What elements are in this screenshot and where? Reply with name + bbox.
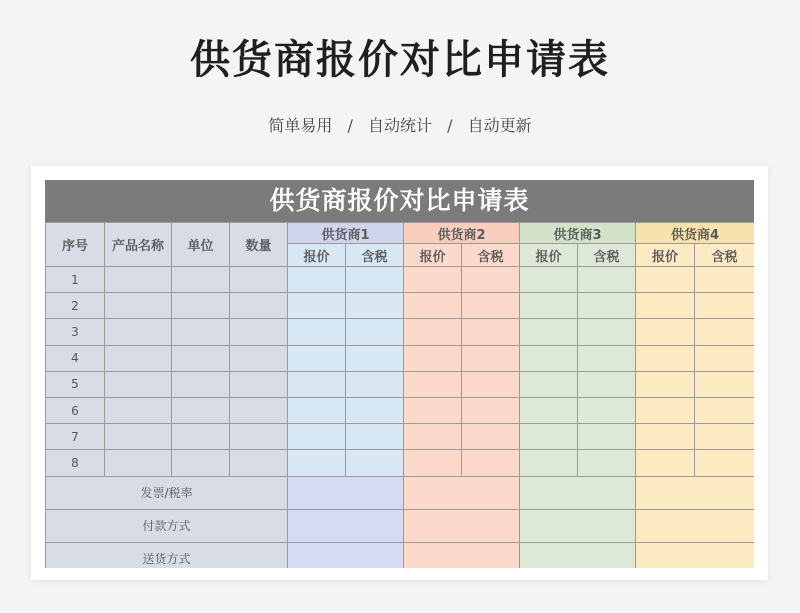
cell[interactable]: [695, 397, 754, 423]
cell[interactable]: [172, 450, 230, 476]
cell[interactable]: [172, 319, 230, 345]
row-seq: 7: [46, 424, 105, 450]
cell[interactable]: [520, 424, 578, 450]
header-tax: 含税: [346, 244, 404, 267]
subtitle-separator: /: [447, 116, 453, 135]
cell[interactable]: [105, 293, 172, 319]
cell[interactable]: [578, 293, 636, 319]
header-qty: 数量: [230, 223, 288, 267]
cell[interactable]: [105, 450, 172, 476]
cell[interactable]: [288, 542, 404, 568]
cell[interactable]: [230, 424, 288, 450]
cell[interactable]: [520, 542, 636, 568]
cell[interactable]: [230, 293, 288, 319]
cell[interactable]: [404, 397, 462, 423]
cell[interactable]: [462, 293, 520, 319]
cell[interactable]: [288, 424, 346, 450]
cell[interactable]: [462, 267, 520, 293]
cell[interactable]: [636, 397, 695, 423]
footer-row-delivery: [46, 542, 755, 568]
cell[interactable]: [346, 267, 404, 293]
table-row: [46, 267, 755, 293]
cell[interactable]: [346, 345, 404, 371]
table-body: [46, 267, 755, 569]
subtitle-item: 自动统计: [367, 116, 432, 135]
cell[interactable]: [346, 424, 404, 450]
template-preview-card[interactable]: [31, 166, 768, 580]
footer-row-invoice: [46, 476, 755, 509]
cell[interactable]: [172, 293, 230, 319]
cell[interactable]: [636, 267, 695, 293]
cell[interactable]: [172, 424, 230, 450]
cell[interactable]: [230, 345, 288, 371]
footer-label-payment: 付款方式: [46, 509, 288, 542]
cell[interactable]: [404, 293, 462, 319]
cell[interactable]: [520, 476, 636, 509]
cell[interactable]: [404, 345, 462, 371]
cell[interactable]: [105, 267, 172, 293]
cell[interactable]: [404, 450, 462, 476]
header-unit: 单位: [172, 223, 230, 267]
header-supplier-4: 供货商4: [636, 223, 754, 244]
header-price: 报价: [288, 244, 346, 267]
subtitle: [0, 113, 800, 136]
cell[interactable]: [462, 450, 520, 476]
cell[interactable]: [578, 267, 636, 293]
header-supplier-3: 供货商3: [520, 223, 636, 244]
row-seq: 5: [46, 371, 105, 397]
sheet-title: 供货商报价对比申请表: [45, 180, 754, 222]
header-seq: 序号: [46, 223, 105, 267]
cell[interactable]: [105, 371, 172, 397]
cell[interactable]: [404, 476, 520, 509]
cell[interactable]: [346, 371, 404, 397]
table-row: [46, 397, 755, 423]
cell[interactable]: [346, 319, 404, 345]
cell[interactable]: [520, 293, 578, 319]
row-seq: 2: [46, 293, 105, 319]
cell[interactable]: [230, 397, 288, 423]
cell[interactable]: [578, 345, 636, 371]
footer-row-payment: [46, 509, 755, 542]
cell[interactable]: [404, 509, 520, 542]
row-seq: 4: [46, 345, 105, 371]
cell[interactable]: [172, 345, 230, 371]
row-seq: 8: [46, 450, 105, 476]
header-tax: 含税: [578, 244, 636, 267]
cell[interactable]: [404, 424, 462, 450]
cell[interactable]: [288, 476, 404, 509]
header-price: 报价: [636, 244, 695, 267]
cell[interactable]: [520, 397, 578, 423]
cell[interactable]: [520, 509, 636, 542]
cell[interactable]: [172, 371, 230, 397]
header-tax: 含税: [462, 244, 520, 267]
cell[interactable]: [288, 371, 346, 397]
cell[interactable]: [404, 319, 462, 345]
header-price: 报价: [520, 244, 578, 267]
cell[interactable]: [636, 371, 695, 397]
cell[interactable]: [105, 397, 172, 423]
subtitle-item: 简单易用: [268, 116, 333, 135]
cell[interactable]: [520, 450, 578, 476]
cell[interactable]: [462, 371, 520, 397]
spreadsheet: [45, 180, 754, 568]
table-row: [46, 293, 755, 319]
cell[interactable]: [462, 319, 520, 345]
cell[interactable]: [636, 476, 754, 509]
cell[interactable]: [346, 293, 404, 319]
cell[interactable]: [230, 319, 288, 345]
cell[interactable]: [636, 319, 695, 345]
cell[interactable]: [578, 450, 636, 476]
header-supplier-2: 供货商2: [404, 223, 520, 244]
cell[interactable]: [636, 542, 754, 568]
cell[interactable]: [172, 397, 230, 423]
cell[interactable]: [230, 267, 288, 293]
cell[interactable]: [636, 345, 695, 371]
cell[interactable]: [695, 293, 754, 319]
row-seq: 6: [46, 397, 105, 423]
header-tax: 含税: [695, 244, 754, 267]
cell[interactable]: [105, 345, 172, 371]
cell[interactable]: [462, 345, 520, 371]
cell[interactable]: [520, 267, 578, 293]
cell[interactable]: [288, 397, 346, 423]
row-seq: 1: [46, 267, 105, 293]
cell[interactable]: [520, 345, 578, 371]
cell[interactable]: [404, 371, 462, 397]
cell[interactable]: [636, 293, 695, 319]
table-row: [46, 345, 755, 371]
table-row: [46, 371, 755, 397]
cell[interactable]: [695, 450, 754, 476]
cell[interactable]: [578, 397, 636, 423]
table-row: [46, 450, 755, 476]
cell[interactable]: [578, 371, 636, 397]
cell[interactable]: [695, 319, 754, 345]
cell[interactable]: [172, 267, 230, 293]
cell[interactable]: [346, 450, 404, 476]
page-title: 供货商报价对比申请表: [190, 37, 610, 83]
cell[interactable]: [288, 319, 346, 345]
footer-label-invoice: 发票/税率: [46, 476, 288, 509]
cell[interactable]: [636, 509, 754, 542]
footer-label-delivery: 送货方式: [46, 542, 288, 568]
cell[interactable]: [578, 424, 636, 450]
cell[interactable]: [520, 371, 578, 397]
cell[interactable]: [636, 424, 695, 450]
cell[interactable]: [695, 345, 754, 371]
cell[interactable]: [695, 267, 754, 293]
cell[interactable]: [404, 267, 462, 293]
cell[interactable]: [695, 424, 754, 450]
cell[interactable]: [230, 450, 288, 476]
cell[interactable]: [520, 319, 578, 345]
cell[interactable]: [288, 345, 346, 371]
quote-table: [45, 222, 754, 568]
row-seq: 3: [46, 319, 105, 345]
header-supplier-1: 供货商1: [288, 223, 404, 244]
subtitle-item: 自动更新: [467, 116, 532, 135]
cell[interactable]: [404, 542, 520, 568]
cell[interactable]: [462, 397, 520, 423]
table-row: [46, 424, 755, 450]
cell[interactable]: [288, 293, 346, 319]
cell[interactable]: [462, 424, 520, 450]
cell[interactable]: [105, 424, 172, 450]
subtitle-separator: /: [347, 116, 353, 135]
cell[interactable]: [230, 371, 288, 397]
cell[interactable]: [105, 319, 172, 345]
cell[interactable]: [695, 371, 754, 397]
cell[interactable]: [288, 267, 346, 293]
cell[interactable]: [578, 319, 636, 345]
table-row: [46, 319, 755, 345]
cell[interactable]: [288, 509, 404, 542]
cell[interactable]: [346, 397, 404, 423]
header-product: 产品名称: [105, 223, 172, 267]
cell[interactable]: [636, 450, 695, 476]
header-price: 报价: [404, 244, 462, 267]
cell[interactable]: [288, 450, 346, 476]
